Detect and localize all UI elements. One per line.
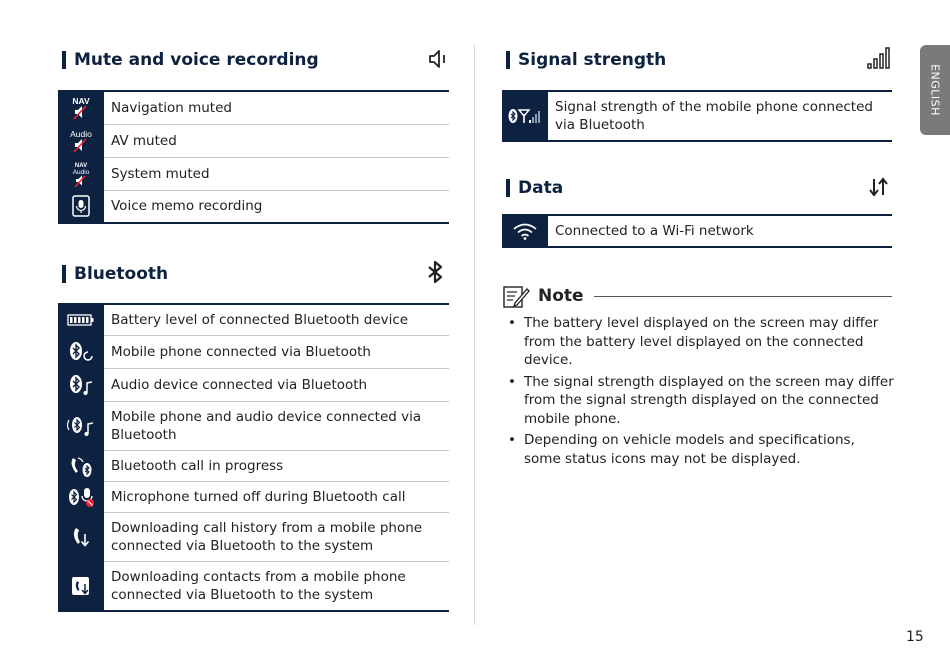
table-row: Mobile phone and audio device connected via Bluetooth [58, 402, 449, 451]
system-muted-icon [58, 157, 104, 190]
bt-phone-audio-icon [58, 402, 104, 451]
note-icon [502, 283, 530, 309]
note-header [502, 282, 892, 310]
table-row: Connected to a Wi-Fi network [502, 215, 892, 247]
language-tab-label: ENGLISH [928, 64, 942, 116]
table-row: Downloading call history from a mobile phone connected via Bluetooth to the system [58, 513, 449, 562]
table-row: Audio device connected via Bluetooth [58, 369, 449, 402]
note-rule [594, 296, 892, 297]
table-row: Signal strength of the mobile phone connected via Bluetooth [502, 91, 892, 141]
list-item: • Depending on vehicle models and specifications, some status icons may not be displayed. [505, 431, 895, 468]
nav-muted-icon [58, 91, 104, 124]
page-number: 15 [906, 629, 924, 645]
list-item: • The battery level displayed on the screen may differ from the battery level displayed on the connected device. [505, 314, 895, 370]
table-row: Bluetooth call in progress [58, 451, 449, 482]
svg-text:Audio: Audio [70, 128, 92, 139]
column-divider [474, 45, 475, 625]
data-icon-table [502, 214, 892, 248]
table-row: Audio AV muted [58, 124, 449, 157]
bt-call-icon [58, 451, 104, 482]
table-row: Voice memo recording [58, 190, 449, 223]
wifi-icon [502, 215, 548, 247]
data-transfer-icon [867, 175, 891, 199]
battery-level-icon [58, 304, 104, 336]
mute-icon-table [58, 90, 449, 224]
table-row: NAV Navigation muted [58, 91, 449, 124]
table-row: NAV Audio System muted [58, 157, 449, 190]
signal-section-title: Signal strength [506, 50, 666, 70]
language-tab [920, 45, 950, 135]
list-item: • The signal strength displayed on the screen may differ from the signal strength displayed on the connected mobile phone. [505, 373, 895, 429]
svg-text:NAV: NAV [72, 95, 90, 106]
note-title: Note [538, 286, 584, 306]
data-section-title: Data [506, 178, 563, 198]
table-row: Mobile phone connected via Bluetooth [58, 336, 449, 369]
call-history-download-icon [58, 513, 104, 562]
audio-muted-icon [58, 124, 104, 157]
bt-signal-icon [502, 91, 548, 141]
bluetooth-section-title: Bluetooth [62, 264, 168, 284]
bt-audio-icon [58, 369, 104, 402]
speaker-mute-icon [426, 47, 450, 71]
bluetooth-icon-table [58, 303, 449, 612]
svg-text:Audio: Audio [72, 168, 90, 176]
signal-icon-table [502, 90, 892, 142]
mute-section-title: Mute and voice recording [62, 50, 319, 70]
note-list [505, 314, 895, 471]
bt-phone-icon [58, 336, 104, 369]
bt-mic-off-icon [58, 482, 104, 513]
svg-text:NAV: NAV [74, 162, 88, 169]
bluetooth-icon [424, 260, 448, 284]
contacts-download-icon [58, 562, 104, 612]
signal-bars-icon [866, 46, 890, 70]
table-row: Downloading contacts from a mobile phone connected via Bluetooth to the system [58, 562, 449, 612]
table-row: Microphone turned off during Bluetooth call [58, 482, 449, 513]
voice-memo-icon [58, 190, 104, 223]
table-row: Battery level of connected Bluetooth device [58, 304, 449, 336]
